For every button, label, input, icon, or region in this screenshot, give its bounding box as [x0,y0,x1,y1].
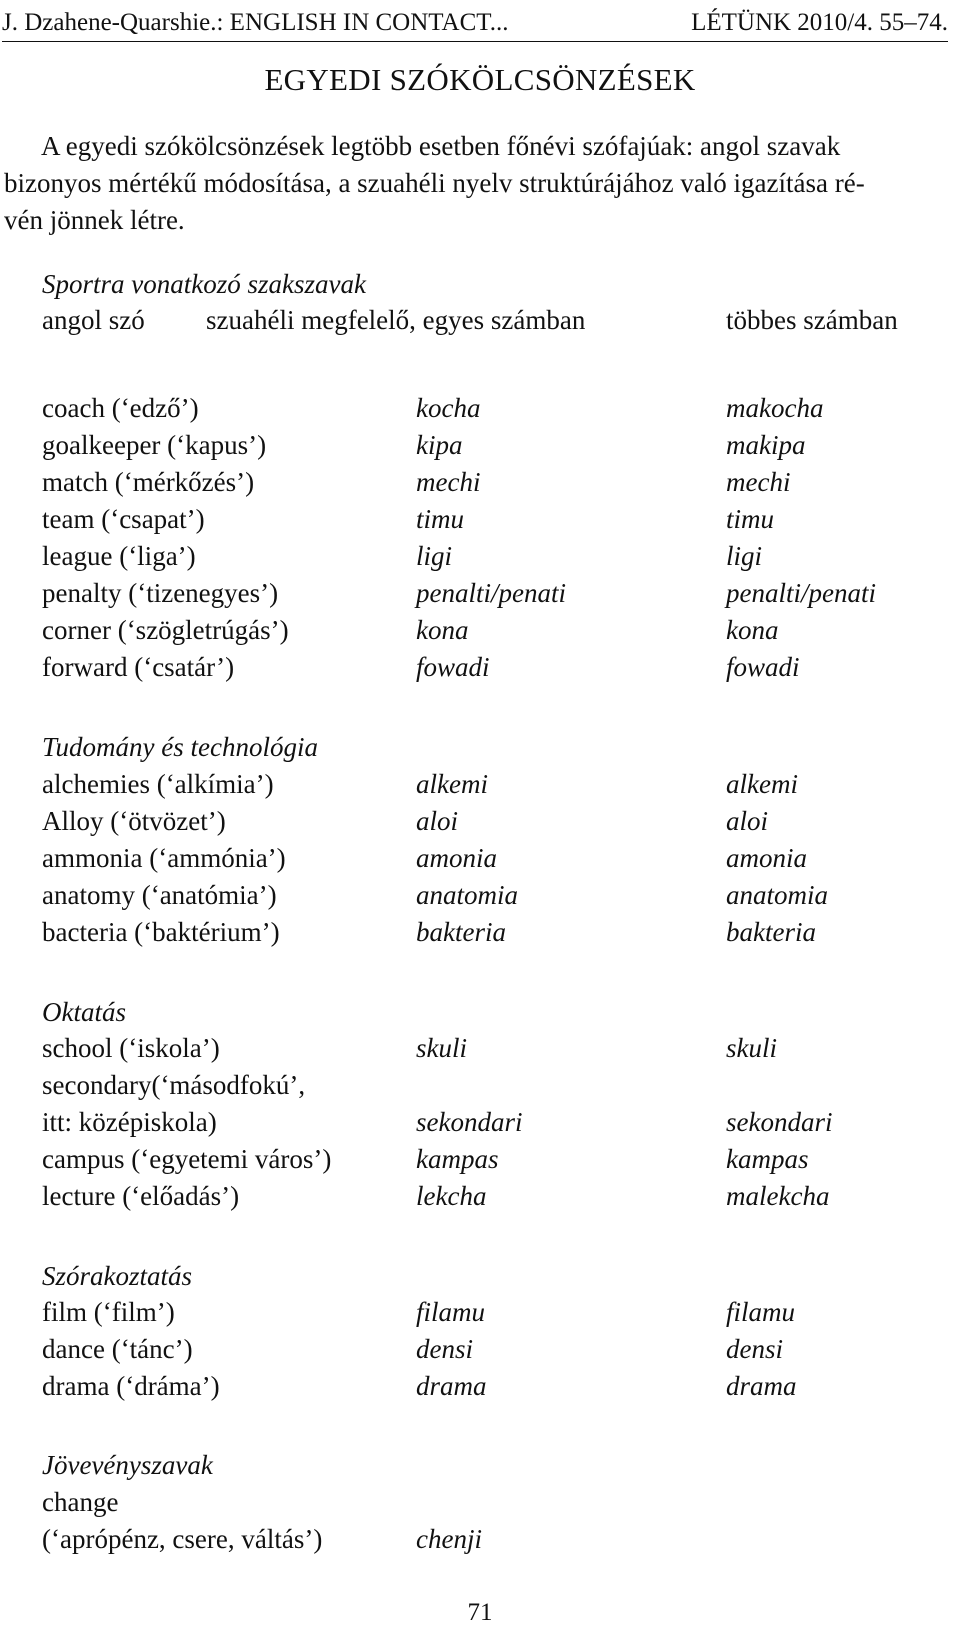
swahili-plural: aloi [726,806,769,836]
swahili-plural: ligi [726,541,763,571]
table-row [0,501,960,538]
swahili-singular: ligi [416,541,453,571]
english-word: secondary(‘másodfokú’, [42,1070,306,1100]
english-word: anatomy (‘anatómia’) [42,880,277,910]
table-row [0,1368,960,1405]
swahili-singular: penalti/penati [416,578,566,608]
table-row [0,1521,960,1558]
swahili-singular: skuli [416,1033,467,1063]
swahili-singular: kipa [416,430,463,460]
swahili-plural: anatomia [726,880,829,910]
sport-table [0,390,960,686]
education-table [0,1030,960,1215]
column-header-english: angol szó [42,305,145,335]
english-word: dance (‘tánc’) [42,1334,193,1364]
swahili-plural: bakteria [726,917,816,947]
english-word: corner (‘szögletrúgás’) [42,615,289,645]
english-word: forward (‘csatár’) [42,652,235,682]
swahili-singular: anatomia [416,880,519,910]
swahili-singular: kampas [416,1144,499,1174]
running-header [0,6,948,40]
swahili-singular: lekcha [416,1181,487,1211]
table-row [0,1178,960,1215]
swahili-plural: kampas [726,1144,809,1174]
swahili-plural: mechi [726,467,791,497]
english-word: team (‘csapat’) [42,504,205,534]
english-word: league (‘liga’) [42,541,196,571]
table-row [0,427,960,464]
table-row [0,612,960,649]
intro-line: bizonyos mértékű módosítása, a szuahéli nyelv struktúrájához való igazítása ré- [4,168,865,198]
page-number: 71 [467,1599,493,1626]
swahili-plural: makocha [726,393,824,423]
column-header-plural: többes számban [726,305,898,335]
table-row [0,1067,960,1104]
english-word: film (‘film’) [42,1297,175,1327]
swahili-singular: densi [416,1334,473,1364]
english-word: match (‘mérkőzés’) [42,467,255,497]
loanword-table [0,1484,960,1558]
english-word: coach (‘edző’) [42,393,199,423]
table-row [0,1294,960,1331]
table-row [0,1030,960,1067]
category-heading-loanwords: Jövevényszavak [42,1450,213,1480]
swahili-singular: fowadi [416,652,490,682]
english-word: lecture (‘előadás’) [42,1181,240,1211]
english-word: itt: középiskola) [42,1107,217,1137]
swahili-plural: alkemi [726,769,798,799]
swahili-singular: bakteria [416,917,506,947]
english-word: (‘aprópénz, csere, váltás’) [42,1524,323,1554]
swahili-singular: chenji [416,1524,482,1554]
swahili-singular: timu [416,504,465,534]
swahili-plural: fowadi [726,652,800,682]
english-word: bacteria (‘baktérium’) [42,917,280,947]
swahili-plural: timu [726,504,775,534]
table-row [0,914,960,951]
table-row [0,1331,960,1368]
category-heading-science: Tudomány és technológia [42,732,318,762]
table-row [0,840,960,877]
swahili-singular: amonia [416,843,497,873]
table-row [0,1104,960,1141]
swahili-plural: drama [726,1371,797,1401]
table-row [0,649,960,686]
science-table [0,766,960,951]
english-word: alchemies (‘alkímia’) [42,769,274,799]
swahili-singular: kocha [416,393,481,423]
english-word: ammonia (‘ammónia’) [42,843,286,873]
table-row [0,575,960,612]
category-heading-sport: Sportra vonatkozó szakszavak [42,269,366,299]
column-header-singular: szuahéli megfelelő, egyes számban [206,305,586,335]
table-row [0,1141,960,1178]
table-row [0,538,960,575]
intro-line: A egyedi szókölcsönzések legtöbb esetben főnévi szófajúak: angol szavak [41,131,841,161]
table-row [0,766,960,803]
swahili-plural: kona [726,615,779,645]
english-word: school (‘iskola’) [42,1033,220,1063]
swahili-plural: amonia [726,843,807,873]
english-word: goalkeeper (‘kapus’) [42,430,267,460]
swahili-singular: alkemi [416,769,488,799]
english-word: change [42,1487,119,1517]
english-word: Alloy (‘ötvözet’) [42,806,226,836]
swahili-plural: makipa [726,430,806,460]
swahili-plural: filamu [726,1297,796,1327]
swahili-singular: drama [416,1371,487,1401]
category-heading-education: Oktatás [42,997,126,1027]
running-header-journal: LÉTÜNK 2010/4. 55–74. [691,9,948,36]
swahili-plural: sekondari [726,1107,833,1137]
swahili-singular: mechi [416,467,481,497]
english-word: penalty (‘tizenegyes’) [42,578,279,608]
english-word: drama (‘dráma’) [42,1371,220,1401]
swahili-singular: sekondari [416,1107,523,1137]
english-word: campus (‘egyetemi város’) [42,1144,332,1174]
section-title: EGYEDI SZÓKÖLCSÖNZÉSEK [264,62,696,97]
swahili-plural: malekcha [726,1181,830,1211]
swahili-plural: densi [726,1334,783,1364]
table-row [0,877,960,914]
table-row [0,464,960,501]
swahili-singular: kona [416,615,469,645]
running-header-citation: J. Dzahene-Quarshie.: ENGLISH IN CONTACT... [2,9,509,36]
swahili-singular: aloi [416,806,459,836]
swahili-plural: penalti/penati [726,578,876,608]
entertainment-table [0,1294,960,1405]
intro-paragraph [4,128,946,239]
swahili-singular: filamu [416,1297,486,1327]
header-rule [2,41,948,42]
intro-line: vén jönnek létre. [4,205,185,235]
table-row [0,1484,960,1521]
table-row [0,390,960,427]
category-heading-entertainment: Szórakoztatás [42,1261,193,1291]
table-row [0,803,960,840]
swahili-plural: skuli [726,1033,777,1063]
